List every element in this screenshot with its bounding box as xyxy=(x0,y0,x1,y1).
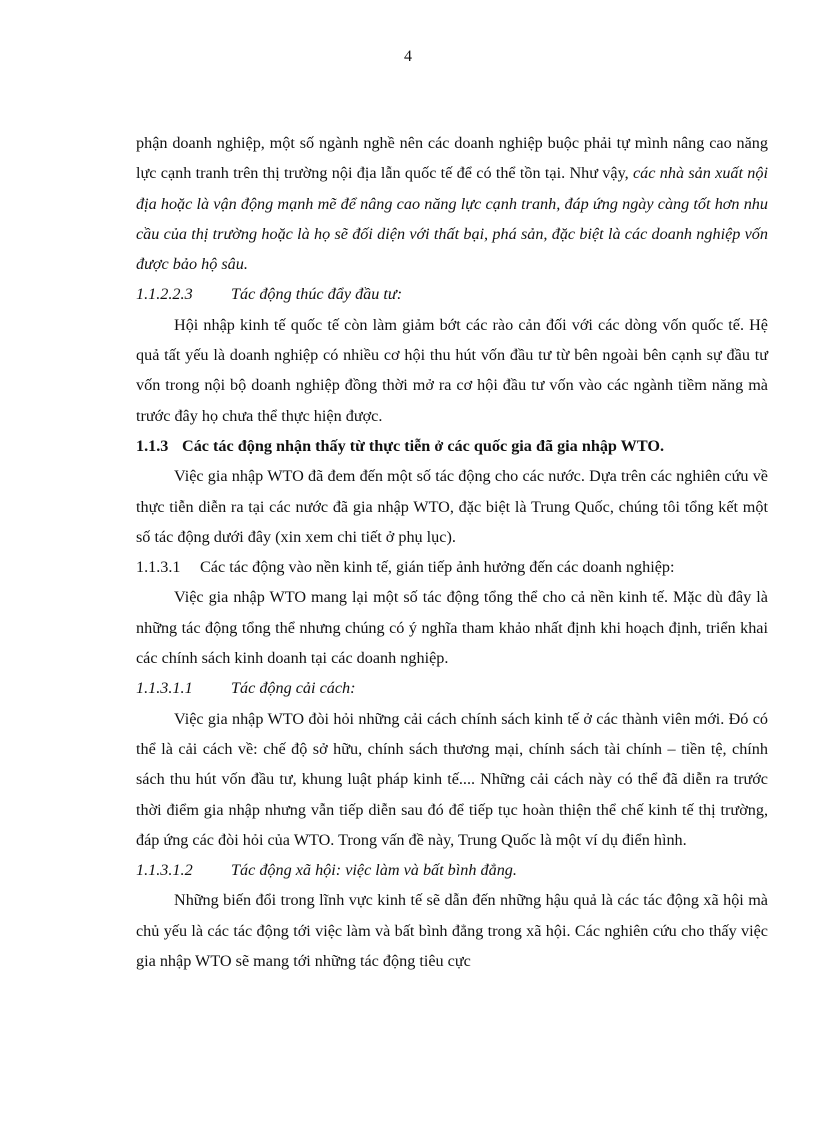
section-number: 1.1.3.1.2 xyxy=(136,861,193,880)
paragraph-continuation xyxy=(136,128,768,279)
paragraph-economy-effects: Việc gia nhập WTO mang lại một số tác động tổng thể cho cả nền kinh tế. Mặc dù đây là những tác động tổng thể nhưng chúng có ý nghĩa tham khảo nhất định khi hoạch định, triển khai các chính sách kinh doanh tại các doanh nghiệp. xyxy=(136,588,768,668)
page-number: 4 xyxy=(404,48,412,65)
section-title: Tác động thúc đẩy đầu tư: xyxy=(231,285,403,304)
section-title: Các tác động vào nền kinh tế, gián tiếp ảnh hưởng đến các doanh nghiệp: xyxy=(200,558,675,577)
section-number: 1.1.3 xyxy=(136,436,169,455)
section-heading-1-1-3 xyxy=(136,431,768,461)
document-body xyxy=(136,128,768,976)
section-number: 1.1.2.2.3 xyxy=(136,285,193,304)
paragraph-reform: Việc gia nhập WTO đòi hỏi những cải cách chính sách kinh tế ở các thành viên mới. Đó có thể là cải cách về: chế độ sở hữu, chính sách thương mại, chính sách tài chính – tiền tệ, chính sách thu hút vốn đầu tư, khung luật pháp kinh tế.... Những cải cách này có thể đã diễn ra trước thời điểm gia nhập nhưng vẫn tiếp diễn sau đó để tiếp tục hoàn thiện thể chế kinh tế thị trường, đáp ứng các đòi hỏi của WTO. Trong vấn đề này, Trung Quốc là một ví dụ điển hình. xyxy=(136,709,768,849)
section-heading-1-1-3-1-2 xyxy=(136,855,768,885)
section-heading-1-1-3-1 xyxy=(136,552,768,582)
section-number: 1.1.3.1.1 xyxy=(136,679,193,698)
section-title: Tác động cải cách: xyxy=(231,679,356,698)
section-heading-1-1-3-1-1 xyxy=(136,673,768,703)
paragraph-investment: Hội nhập kinh tế quốc tế còn làm giảm bớt các rào cản đối với các dòng vốn quốc tế. Hệ quả tất yếu là doanh nghiệp có nhiều cơ hội thu hút vốn đầu tư từ bên ngoài bên cạnh sự đầu tư vốn trong nội bộ doanh nghiệp đồng thời mở ra cơ hội đầu tư vốn vào các ngành tiềm năng mà trước đây họ chưa thể thực hiện được. xyxy=(136,315,768,425)
paragraph-wto-effects: Việc gia nhập WTO đã đem đến một số tác động cho các nước. Dựa trên các nghiên cứu về thực tiễn diễn ra tại các nước đã gia nhập WTO, đặc biệt là Trung Quốc, chúng tôi tổng kết một số tác động dưới đây (xin xem chi tiết ở phụ lục). xyxy=(136,467,768,546)
section-title: Các tác động nhận thấy từ thực tiễn ở các quốc gia đã gia nhập WTO. xyxy=(182,436,665,455)
paragraph-social-effects: Những biến đổi trong lĩnh vực kinh tế sẽ dẫn đến những hậu quả là các tác động xã hội mà chủ yếu là các tác động tới việc làm và bất bình đẳng trong xã hội. Các nghiên cứu cho thấy việc gia nhập WTO sẽ mang tới những tác động tiêu cực xyxy=(136,891,768,971)
paragraph-text: phận doanh nghiệp, một số ngành nghề nên các doanh nghiệp buộc phải tự mình nâng cao năng lực cạnh tranh trên thị trường nội địa lẫn quốc tế để có thể tồn tại. Như vậy, xyxy=(136,134,768,183)
section-number: 1.1.3.1 xyxy=(136,558,181,577)
section-heading-1-1-2-2-3 xyxy=(136,279,768,309)
section-title: Tác động xã hội: việc làm và bất bình đẳng. xyxy=(231,861,517,880)
paragraph-italic-text: các nhà sản xuất nội địa hoặc là vận động mạnh mẽ để nâng cao năng lực cạnh tranh, đáp ứng ngày càng tốt hơn nhu cầu của thị trường hoặc là họ sẽ đối diện với thất bại, phá sản, đặc biệt là các doanh nghiệp vốn được bảo hộ sâu. xyxy=(136,164,768,274)
